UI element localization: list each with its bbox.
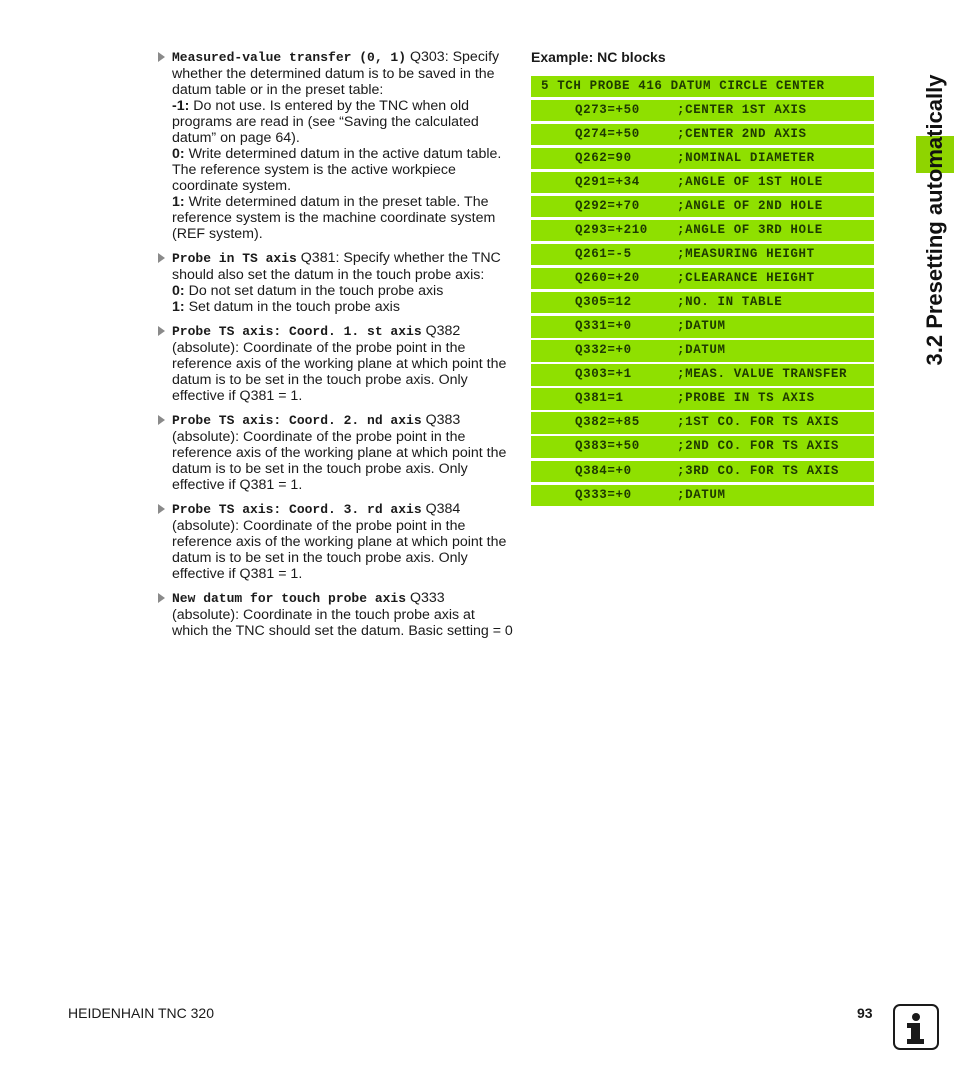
nc-comment: ;3RD CO. FOR TS AXIS: [677, 463, 840, 478]
nc-q-value: Q381=1: [575, 391, 624, 406]
param-name: Measured-value transfer (0, 1): [172, 50, 407, 65]
nc-row: [531, 124, 874, 145]
nc-comment: ;1ST CO. FOR TS AXIS: [677, 415, 840, 430]
nc-row: [531, 292, 874, 313]
nc-first-line: 5 TCH PROBE 416 DATUM CIRCLE CENTER: [541, 79, 825, 93]
param-q383: [158, 412, 514, 493]
parameter-list: [158, 49, 514, 647]
nc-row: [531, 364, 874, 385]
nc-row: [531, 436, 874, 457]
nc-comment: ;ANGLE OF 2ND HOLE: [677, 199, 823, 214]
nc-comment: ;MEASURING HEIGHT: [677, 247, 815, 262]
option-text: Do not set datum in the touch probe axis: [184, 283, 444, 299]
nc-comment: ;CENTER 2ND AXIS: [677, 127, 807, 142]
param-desc: Q303: Specify whether the determined datum is to be saved in the datum table or in the preset table:: [172, 49, 500, 98]
nc-row: [531, 485, 874, 506]
page-number: 93: [857, 1005, 873, 1021]
nc-q-value: Q260=+20: [575, 271, 640, 286]
nc-q-value: Q293=+210: [575, 223, 648, 238]
nc-q-value: Q333=+0: [575, 487, 632, 502]
nc-row: [531, 244, 874, 265]
nc-row: [531, 316, 874, 337]
nc-comment: ;2ND CO. FOR TS AXIS: [677, 439, 840, 454]
nc-q-value: Q274=+50: [575, 127, 640, 142]
nc-comment: ;CENTER 1ST AXIS: [677, 103, 807, 118]
option-key: 1:: [172, 299, 185, 315]
section-title: 3.2 Presetting automatically: [922, 74, 947, 366]
nc-row: [531, 148, 874, 169]
nc-comment: ;ANGLE OF 1ST HOLE: [677, 175, 823, 190]
example-title: Example: NC blocks: [531, 49, 666, 65]
info-glyph: [895, 1006, 937, 1048]
nc-row-first: [531, 76, 874, 97]
param-q333: [158, 590, 514, 639]
option-text: Write determined datum in the preset table. The reference system is the machine coordinate system (REF system).: [172, 194, 496, 242]
option-key: -1:: [172, 98, 190, 114]
nc-q-value: Q261=-5: [575, 247, 632, 262]
arrow-right-icon: [158, 593, 165, 603]
arrow-right-icon: [158, 504, 165, 514]
param-q303: [158, 49, 514, 242]
nc-row: [531, 172, 874, 193]
nc-q-value: Q384=+0: [575, 463, 632, 478]
param-name: New datum for touch probe axis: [172, 591, 407, 606]
nc-q-value: Q305=12: [575, 295, 632, 310]
option-text: Write determined datum in the active datum table. The reference system is the active workpiece coordinate system.: [172, 146, 502, 194]
arrow-right-icon: [158, 326, 165, 336]
param-name: Probe in TS axis: [172, 251, 297, 266]
nc-q-value: Q382=+85: [575, 415, 640, 430]
nc-row: [531, 340, 874, 361]
nc-q-value: Q383=+50: [575, 439, 640, 454]
option-text: Do not use. Is entered by the TNC when old programs are read in (see “Saving the calculated datum” on page 64).: [172, 98, 479, 146]
param-desc: Q382 (absolute): Coordinate of the probe point in the reference axis of the working plane at which point the datum is to be set in the touch probe axis. Only effective if Q381 = 1.: [172, 323, 507, 404]
param-desc: Q381: Specify whether the TNC should also set the datum in the touch probe axis:: [172, 250, 501, 283]
nc-comment: ;DATUM: [677, 343, 726, 358]
option-key: 1:: [172, 194, 185, 210]
nc-row: [531, 220, 874, 241]
nc-q-value: Q291=+34: [575, 175, 640, 190]
info-icon: [893, 1004, 939, 1050]
param-name: Probe TS axis: Coord. 1. st axis: [172, 324, 422, 339]
footer-manual-name: HEIDENHAIN TNC 320: [68, 1005, 215, 1021]
arrow-right-icon: [158, 415, 165, 425]
nc-comment: ;MEAS. VALUE TRANSFER: [677, 367, 848, 382]
param-q381: [158, 250, 514, 315]
nc-comment: ;DATUM: [677, 487, 726, 502]
nc-comment: ;CLEARANCE HEIGHT: [677, 271, 815, 286]
nc-comment: ;NO. IN TABLE: [677, 295, 783, 310]
nc-q-value: Q262=90: [575, 151, 632, 166]
param-desc: Q384 (absolute): Coordinate of the probe point in the reference axis of the working plane at which point the datum is to be set in the touch probe axis. Only effective if Q381 = 1.: [172, 501, 507, 582]
nc-q-value: Q332=+0: [575, 343, 632, 358]
param-q382: [158, 323, 514, 404]
nc-comment: ;PROBE IN TS AXIS: [677, 391, 815, 406]
param-q384: [158, 501, 514, 582]
nc-comment: ;NOMINAL DIAMETER: [677, 151, 815, 166]
nc-comment: ;DATUM: [677, 319, 726, 334]
param-name: Probe TS axis: Coord. 3. rd axis: [172, 502, 422, 517]
arrow-right-icon: [158, 52, 165, 62]
nc-row: [531, 100, 874, 121]
nc-q-value: Q331=+0: [575, 319, 632, 334]
nc-q-value: Q273=+50: [575, 103, 640, 118]
param-desc: Q333 (absolute): Coordinate in the touch probe axis at which the TNC should set the datum. Basic setting = 0: [172, 590, 513, 639]
nc-q-value: Q292=+70: [575, 199, 640, 214]
option-key: 0:: [172, 283, 185, 299]
arrow-right-icon: [158, 253, 165, 263]
nc-row: [531, 388, 874, 409]
nc-q-value: Q303=+1: [575, 367, 632, 382]
option-text: Set datum in the touch probe axis: [184, 299, 400, 315]
nc-block-table: [531, 76, 874, 509]
nc-comment: ;ANGLE OF 3RD HOLE: [677, 223, 823, 238]
nc-row: [531, 412, 874, 433]
param-desc: Q383 (absolute): Coordinate of the probe point in the reference axis of the working plane at which point the datum is to be set in the touch probe axis. Only effective if Q381 = 1.: [172, 412, 507, 493]
nc-row: [531, 461, 874, 482]
nc-row: [531, 268, 874, 289]
nc-row: [531, 196, 874, 217]
option-key: 0:: [172, 146, 185, 162]
param-name: Probe TS axis: Coord. 2. nd axis: [172, 413, 422, 428]
